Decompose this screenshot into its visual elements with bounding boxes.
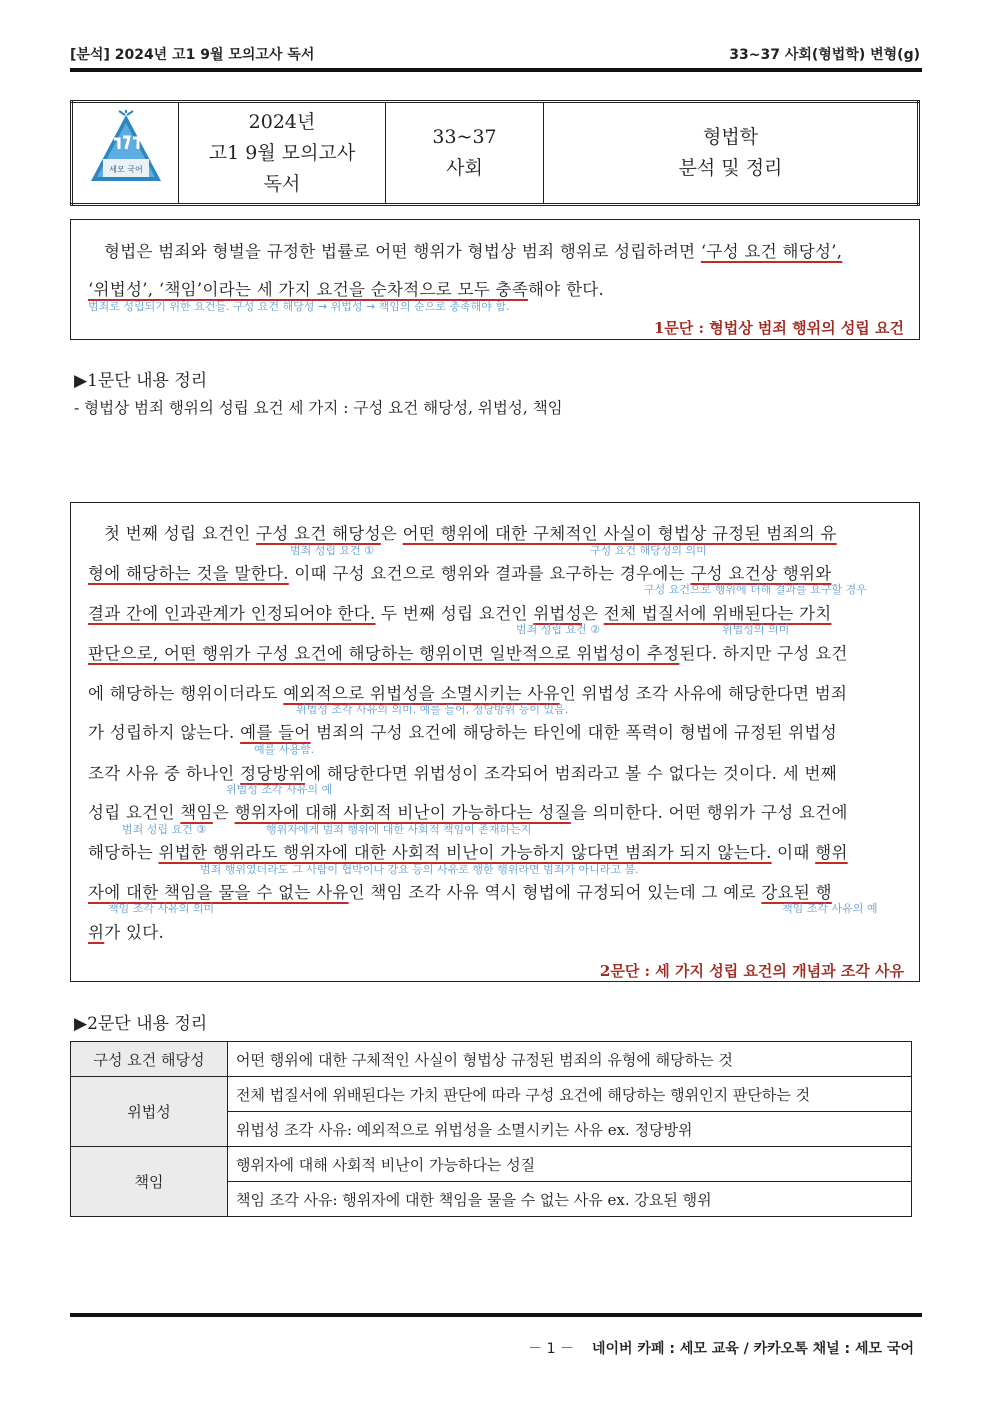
row-cell: 어떤 행위에 대한 구체적인 사실이 형법상 규정된 범죄의 유형에 해당하는 것: [228, 1042, 912, 1077]
title-subject: 독서: [263, 172, 301, 195]
header-rule: [70, 68, 922, 72]
p2-note-5: 위법성 조각 사유의 의미. 예를 들어, 정당방위 등이 있음.: [296, 703, 569, 716]
p2-note-3a: 범죄 성립 요건 ②: [516, 623, 601, 636]
footer: [528, 1338, 914, 1358]
p2-line-9: 해당하는 위법한 행위라도 행위자에 대한 사회적 비난이 가능하지 않다면 범죄가 되지 않는다. 이때 행위: [88, 843, 848, 862]
header-right: 33~37 사회(형법학) 변형(g): [729, 47, 920, 63]
row-head-3: 책임: [71, 1147, 228, 1217]
p2-note-1b: 구성 요건 해당성의 의미: [590, 544, 707, 557]
row-cell: 행위자에 대해 사회적 비난이 가능하다는 성질: [228, 1147, 912, 1182]
title-year: 2024년: [248, 110, 316, 133]
p2-note-7: 위법성 조각 사유의 예: [226, 783, 333, 796]
page-number: － 1 －: [528, 1341, 574, 1357]
p2-note-8a: 범죄 성립 요건 ③: [122, 823, 207, 836]
p2-note-6: 예를 사용함.: [254, 743, 315, 756]
p1-line-2: ‘위법성’, ‘책임’이라는 세 가지 요건을 순차적으로 모두 충족해야 한다.: [88, 280, 605, 299]
title-topic: 형법학: [702, 126, 759, 148]
p1-tag: 1문단 : 형법상 범죄 행위의 성립 요건: [653, 319, 904, 337]
p2-note-10b: 책임 조각 사유의 예: [782, 902, 878, 915]
row-cell: 전체 법질서에 위배된다는 가치 판단에 따라 구성 요건에 해당하는 행위인지 판단하는 것: [228, 1077, 912, 1112]
p2-line-4: 판단으로, 어떤 행위가 구성 요건에 해당하는 행위이면 일반적으로 위법성이 추정된다. 하지만 구성 요건: [88, 644, 848, 663]
title-category: 사회: [446, 157, 483, 179]
title-col3: [544, 102, 919, 205]
p2-line-11: 위가 있다.: [88, 923, 165, 942]
summary-2-title: ▶2문단 내용 정리: [74, 1014, 208, 1034]
summary-1-line: - 형법상 범죄 행위의 성립 요건 세 가지 : 구성 요건 해당성, 위법성, 책임: [74, 399, 563, 417]
p1-line-1: 형법은 범죄와 형벌을 규정한 법률로 어떤 행위가 형법상 범죄 행위로 성립하려면 ‘구성 요건 해당성’,: [104, 242, 843, 261]
table-row: [71, 1077, 912, 1112]
title-exam: 고1 9월 모의고사: [208, 141, 356, 164]
p2-note-8b: 행위자에게 범죄 행위에 대한 사회적 책임이 존재하는지: [266, 823, 532, 836]
p2-line-3: 결과 간에 인과관계가 인정되어야 한다. 두 번째 성립 요건인 위법성은 전체 법질서에 위배된다는 가치: [88, 604, 832, 623]
title-range: 33~37: [432, 126, 497, 148]
p2-note-9: 범죄 행위였더라도 그 사람이 협박이나 강요 등의 사유로 행한 행위라면 범죄가 아니라고 봄.: [200, 863, 639, 876]
logo-cell: [72, 102, 179, 205]
title-col2: [386, 102, 544, 205]
p2-line-5: 에 해당하는 행위이더라도 예외적으로 위법성을 소멸시키는 사유인 위법성 조각 사유에 해당한다면 범죄: [88, 684, 848, 703]
p1-note: 범죄로 성립되기 위한 요건들. 구성 요건 해당성 → 위법성 → 책임의 순으로 충족해야 함.: [88, 300, 510, 313]
footer-rule: [70, 1313, 922, 1317]
summary-1-title: ▶1문단 내용 정리: [74, 371, 208, 391]
table-row: [71, 1042, 912, 1077]
row-cell: 위법성 조각 사유: 예외적으로 위법성을 소멸시키는 사유 ex. 정당방위: [228, 1112, 912, 1147]
logo-icon: [87, 109, 165, 187]
p2-line-10: 자에 대한 책임을 물을 수 없는 사유인 책임 조각 사유 역시 형법에 규정되어 있는데 그 예로 강요된 행: [88, 883, 832, 902]
p2-line-2: 형에 해당하는 것을 말한다. 이때 구성 요건으로 행위와 결과를 요구하는 경우에는 구성 요건상 행위와: [88, 564, 832, 583]
row-cell: 책임 조각 사유: 행위자에 대한 책임을 물을 수 없는 사유 ex. 강요된 행위: [228, 1182, 912, 1217]
p2-line-8: 성립 요건인 책임은 행위자에 대해 사회적 비난이 가능하다는 성질을 의미한다. 어떤 행위가 구성 요건에: [88, 803, 848, 822]
title-table: [70, 100, 920, 206]
p2-note-1a: 범죄 성립 요건 ①: [290, 544, 375, 557]
p2-note-3b: 위법성의 의미: [722, 623, 790, 636]
row-head-1: 구성 요건 해당성: [71, 1042, 228, 1077]
p2-line-6: 가 성립하지 않는다. 예를 들어 범죄의 구성 요건에 해당하는 타인에 대한 폭력이 형법에 규정된 위법성: [88, 723, 837, 742]
p2-note-10a: 책임 조각 사유의 의미: [108, 902, 215, 915]
logo-text: 세모 국어: [108, 165, 143, 174]
p2-line-1: 첫 번째 성립 요건인 구성 요건 해당성은 어떤 행위에 대한 구체적인 사실이 형법상 규정된 범죄의 유: [104, 524, 837, 543]
table-row: [71, 1147, 912, 1182]
header-left: [분석] 2024년 고1 9월 모의고사 독서: [70, 47, 315, 63]
footer-text: 네이버 카페 : 세모 교육 / 카카오톡 채널 : 세모 국어: [591, 1341, 914, 1357]
p2-line-7: 조각 사유 중 하나인 정당방위에 해당한다면 위법성이 조각되어 범죄라고 볼 수 없다는 것이다. 세 번째: [88, 764, 837, 783]
summary-2-table: [70, 1041, 912, 1217]
p2-note-2: 구성 요건으로 행위에 더해 결과를 요구할 경우: [644, 583, 867, 596]
p2-tag: 2문단 : 세 가지 성립 요건의 개념과 조각 사유: [599, 962, 904, 980]
title-kind: 분석 및 정리: [678, 157, 783, 179]
title-col1: [179, 102, 386, 205]
row-head-2: 위법성: [71, 1077, 228, 1147]
